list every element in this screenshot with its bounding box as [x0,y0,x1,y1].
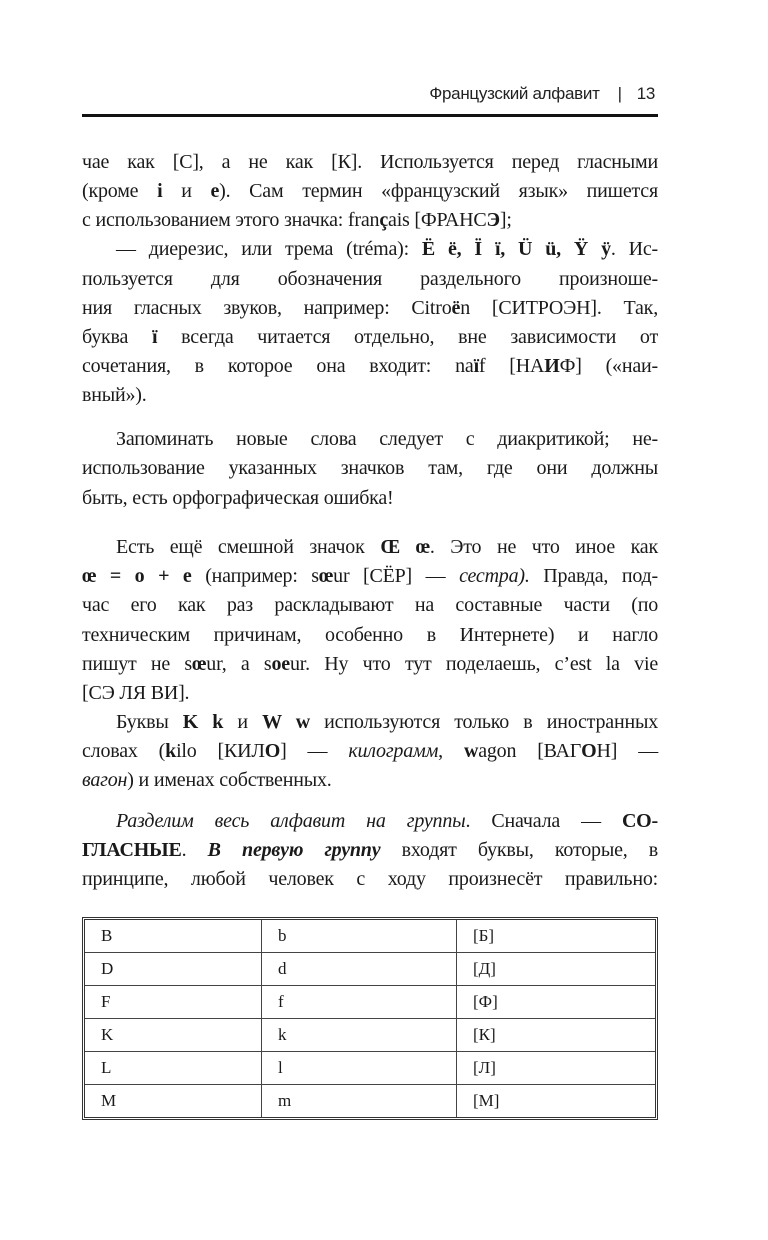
text-run: сочетания, в которое она входит: na [82,355,474,377]
text-run: СО- [621,810,658,832]
text-line [82,621,658,650]
text-run: (кроме [82,180,158,202]
pronunciation-cell: [Д] [457,953,655,986]
chapter-title: Французский алфавит [429,84,600,103]
table-row [85,1019,655,1052]
text-line [82,484,658,513]
header-rule [82,114,658,117]
text-run: И [544,355,560,377]
lowercase-letter-cell: k [262,1019,457,1052]
text-run: чае как [С], а не как [К]. Используется перед гласными [82,151,658,173]
pronunciation-cell: [К] [457,1019,655,1052]
text-line [82,206,658,235]
text-line [82,737,658,766]
uppercase-letter-cell: L [85,1052,262,1085]
uppercase-letter-cell: B [85,920,262,953]
text-run: использование указанных значков там, где они должны [82,457,658,479]
text-run: всегда читается отдельно, вне зависимости от [157,326,658,348]
header-separator: | [617,84,622,103]
text-run: ï [473,355,479,377]
text-run: Запоминать новые слова следует с диакритикой; не- [116,428,658,450]
lowercase-letter-cell: d [262,953,457,986]
text-run: входят буквы, которые, в [380,839,659,861]
text-run: ur. Ну что тут поделаешь, c’est la vie [289,653,658,675]
text-run: , [438,740,464,762]
text-run: и [162,180,211,202]
text-run: k [165,740,177,762]
consonants-table [82,917,658,1120]
text-run: ) и именах собственных. [127,769,332,791]
text-run: ur, а s [206,653,272,675]
text-line [82,425,658,454]
text-run: [СЭ ЛЯ ВИ]. [82,682,190,704]
text-line [82,177,658,206]
text-run: пишут не s [82,653,193,675]
text-line [82,865,658,894]
text-run: ГЛАСНЫЕ [82,839,182,861]
text-run: с использованием этого значка: fran [82,209,380,231]
text-run: О [264,740,281,762]
lowercase-letter-cell: f [262,986,457,1019]
text-line [82,836,658,865]
text-run: сестра). [459,565,530,587]
uppercase-letter-cell: D [85,953,262,986]
text-line [82,562,658,591]
text-run: Ф] («наи- [559,355,658,377]
text-line [82,533,658,562]
uppercase-letter-cell: M [85,1085,262,1117]
text-run: техническим причинам, особенно в Интернете) и нагло [82,624,658,646]
text-line [82,650,658,679]
text-run: ur [СЁР] — [333,565,460,587]
text-line [82,708,658,737]
running-header [429,84,655,104]
text-run: ilo [КИЛ [176,740,265,762]
text-run: вагон [82,769,128,791]
text-line [82,679,658,708]
page-number: 13 [636,84,655,103]
table-row [85,920,655,953]
text-line [82,323,658,352]
text-line [82,265,658,294]
text-run: — диерезис, или трема (tréma): [116,238,422,260]
text-run: ais [ФРАНС [388,209,487,231]
text-run: e [210,180,220,202]
text-run: œ [318,565,334,587]
pronunciation-cell: [М] [473,1091,500,1110]
text-run: w [463,740,479,762]
text-run: буква [82,326,152,348]
lowercase-letter-cell: b [262,920,457,953]
table-row [85,1085,655,1117]
text-run: час его как раз раскладывают на составные части (по [82,594,658,616]
text-run: Есть ещё смешной значок [116,536,381,558]
text-run: W w [262,711,310,733]
text-run: используются только в иностранных [309,711,658,733]
text-run: œ = o + e [82,565,192,587]
text-line [82,454,658,483]
text-line [82,235,658,264]
text-run: . [181,839,208,861]
table-row [85,953,655,986]
text-run: Буквы [116,711,183,733]
text-run: Ë ë, Ï ï, Ü ü, Ÿ ÿ [421,238,611,260]
text-run: i [157,180,163,202]
text-line [82,294,658,323]
text-run: ï [151,326,158,348]
text-run: ]; [499,209,512,231]
text-run: ç [379,209,389,231]
text-run: быть, есть орфографическая ошибка! [82,487,394,509]
table-row [85,1052,655,1085]
lowercase-letter-cell: l [262,1052,457,1085]
text-run: oe [271,653,290,675]
text-line [82,148,658,177]
text-run: . Сначала — [465,810,622,832]
uppercase-letter-cell: K [85,1019,262,1052]
text-run: Э [486,209,500,231]
text-run: K k [182,711,224,733]
pronunciation-cell: [Л] [457,1052,655,1085]
text-run: ë [451,297,461,319]
lowercase-letter-cell: m [262,1085,457,1117]
text-line [82,381,658,410]
text-run: вный»). [82,384,147,406]
text-run: Н] — [596,740,658,762]
text-line [82,352,658,381]
text-run: (например: s [191,565,319,587]
text-run: и [223,711,263,733]
text-run: Œ œ [380,536,430,558]
text-run: ] — [280,740,349,762]
pronunciation-cell: [Б] [457,920,655,953]
text-run: Правда, под- [529,565,658,587]
text-line [82,766,658,795]
uppercase-letter-cell: F [85,986,262,1019]
text-run: словах ( [82,740,166,762]
table-row [85,986,655,1019]
text-run: f [НА [478,355,545,377]
pronunciation-cell: [Ф] [457,986,655,1019]
text-line [82,807,658,836]
text-run: О [581,740,597,762]
text-run: . Это не что иное как [429,536,659,558]
text-run: œ [192,653,207,675]
text-run: килограмм [348,740,439,762]
text-run: ). Сам термин «французский язык» пишется [219,180,658,202]
text-run: В первую группу [207,839,381,861]
text-run: n [СИТРОЭН]. Так, [460,297,658,319]
text-run: . Ис- [610,238,658,260]
text-run: ния гласных звуков, например: Citro [82,297,452,319]
text-line [82,591,658,620]
text-run: Разделим весь алфавит на группы [116,810,466,832]
text-run: принципе, любой человек с ходу произнесёт правильно: [82,868,658,890]
text-run: agon [ВАГ [478,740,582,762]
text-run: пользуется для обозначения раздельного произноше- [82,268,658,290]
